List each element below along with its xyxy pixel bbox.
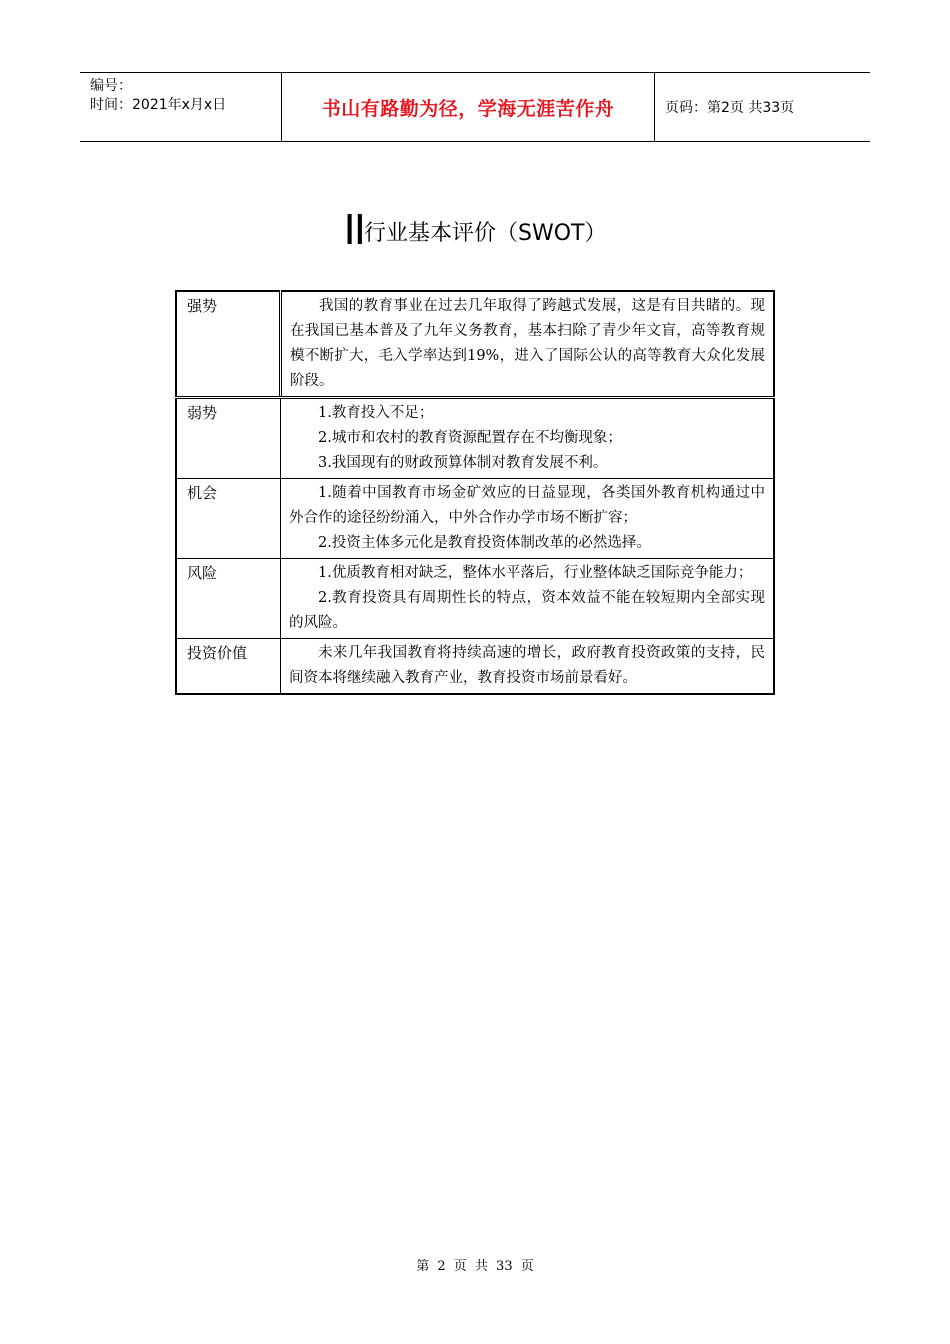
swot-row-label: 弱势: [176, 398, 281, 479]
swot-paragraph: 2.投资主体多元化是教育投资体制改革的必然选择。: [318, 535, 651, 551]
section-number: II: [343, 205, 364, 254]
page-header: [80, 72, 870, 142]
swot-paragraph: 1.优质教育相对缺乏，整体水平落后，行业整体缺乏国际竞争能力；: [318, 565, 753, 581]
swot-row-label: 强势: [176, 291, 281, 398]
swot-paragraph: 2.教育投资具有周期性长的特点，资本效益不能在较短期内全部实现的风险。: [289, 590, 765, 631]
page-footer: 第 2 页 共 33 页: [416, 1259, 534, 1274]
swot-row: [176, 398, 774, 479]
swot-row-label: 投资价值: [176, 639, 281, 695]
swot-paragraph: 1.教育投入不足；: [318, 405, 434, 421]
swot-row-label: 风险: [176, 559, 281, 639]
swot-row-label: 机会: [176, 479, 281, 559]
swot-row-content: [281, 559, 775, 639]
swot-row: [176, 639, 774, 695]
section-title-text: 行业基本评价（SWOT）: [363, 221, 607, 246]
swot-table: [175, 290, 775, 695]
swot-paragraph: 我国的教育事业在过去几年取得了跨越式发展，这是有目共睹的。现在我国已基本普及了九年义务教育，基本扫除了青少年文盲，高等教育规模不断扩大，毛入学率达到19%，进入了国际公认的高等教育大众化发展阶段。: [290, 298, 765, 389]
header-page-number: 页码：第2页 共33页: [665, 100, 795, 116]
swot-row: [176, 559, 774, 639]
swot-row-content: [281, 479, 775, 559]
swot-paragraph: 未来几年我国教育将持续高速的增长，政府教育投资政策的支持，民间资本将继续融入教育产业，教育投资市场前景看好。: [289, 645, 765, 686]
swot-row: [176, 291, 774, 398]
swot-paragraph: 2.城市和农村的教育资源配置存在不均衡现象；: [318, 430, 622, 446]
swot-paragraph: 3.我国现有的财政预算体制对教育发展不利。: [318, 455, 608, 471]
header-motto: 书山有路勤为径，学海无涯苦作舟: [282, 73, 655, 141]
document-number-label: 编号：: [90, 78, 132, 94]
header-meta: [80, 73, 282, 141]
swot-row-content: [281, 639, 775, 695]
swot-paragraph: 1.随着中国教育市场金矿效应的日益显现，各类国外教育机构通过中外合作的途径纷纷涌入，中外合作办学市场不断扩容；: [289, 485, 765, 526]
swot-row: [176, 479, 774, 559]
document-date-label: 时间：2021年x月x日: [90, 97, 227, 113]
swot-row-content: [281, 398, 775, 479]
swot-row-content: [281, 291, 775, 398]
section-title: [0, 205, 950, 255]
